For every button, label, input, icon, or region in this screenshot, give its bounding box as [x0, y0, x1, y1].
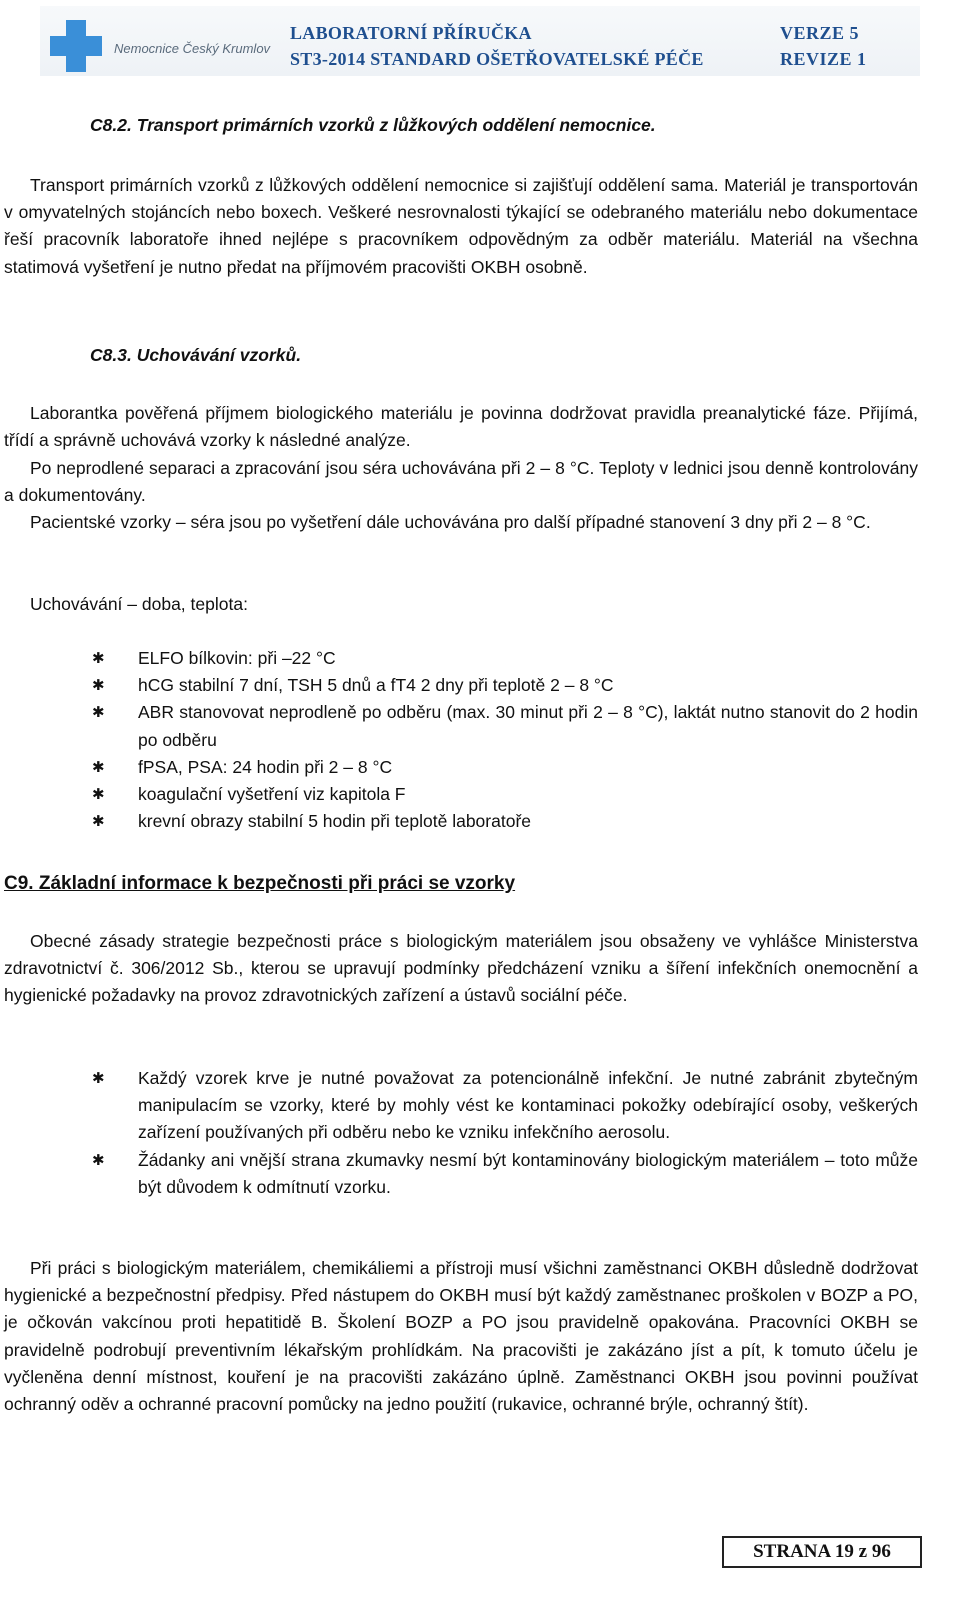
header-title	[290, 20, 704, 72]
list-item	[4, 645, 918, 672]
asterisk-bullet-icon: ✱	[92, 1151, 105, 1169]
storage-list	[4, 645, 918, 835]
asterisk-bullet-icon: ✱	[92, 813, 105, 831]
heading-c8-2: C8.2. Transport primárních vzorků z lůžkových oddělení nemocnice.	[90, 115, 656, 135]
asterisk-bullet-icon: ✱	[92, 786, 105, 804]
asterisk-bullet-icon: ✱	[92, 677, 105, 695]
page-header	[40, 6, 920, 76]
storage-label: Uchovávání – doba, teplota:	[30, 594, 248, 614]
list-item-text: koagulační vyšetření viz kapitola F	[138, 784, 406, 805]
hospital-cross-logo-icon	[46, 16, 106, 76]
paragraph-staff-safety: Při práci s biologickým materiálem, chemikáliemi a přístroji musí všichni zaměstnanci OKBH důsledně dodržovat hygienické a bezpečnostní předpisy. Před nástupem do OKBH musí být každý zaměstnanec proškolen v BOZP a PO, je očkován vakcínou proti hepatitidě B. Školení BOZP a PO jsou pravidelně opakována. Pracovníci OKBH se pravidelně podrobují preventivním lékařským prohlídkám. Na pracovišti je zakázáno jíst a pít, k tomuto účelu je vyčleněna denní místnost, kouření je na pracovišti zakázáno úplně. Zaměstnanci OKBH jsou povinni používat ochranný oděv a ochranné pracovní pomůcky na jedno použití (rukavice, ochranné brýle, ochranný štít).	[4, 1258, 918, 1415]
paragraph-transport: Transport primárních vzorků z lůžkových oddělení nemocnice si zajišťují oddělení sama. Materiál je transportován v omyvatelných stojáncích nebo boxech. Veškeré nesrovnalosti týkající se odebraného materiálu nebo dokumentace řeší pracovník laboratoře ihned nejlépe s pracovníkem odpovědným za odběr materiálu. Materiál na všechna statimová vyšetření je nutno předat na příjmovém pracovišti OKBH osobně.	[4, 175, 918, 277]
hospital-name: Nemocnice Český Krumlov	[114, 41, 271, 56]
paragraph-safety-rules: Obecné zásady strategie bezpečnosti práce s biologickým materiálem jsou obsaženy ve vyhlášce Ministerstva zdravotnictví č. 306/2012 Sb., kterou se upravují podmínky předcházení vzniku a šíření infekčních onemocnění a hygienické požadavky na provoz zdravotnických zařízení a ústavů sociální péče.	[4, 931, 918, 1006]
list-item	[4, 672, 918, 699]
header-version	[780, 20, 867, 72]
list-item-text: ELFO bílkovin: při –22 °C	[138, 648, 336, 668]
list-item-text: hCG stabilní 7 dní, TSH 5 dnů a fT4 2 dny při teplotě 2 – 8 °C	[138, 675, 614, 696]
list-item-text: Žádanky ani vnější strana zkumavky nesmí být kontaminovány biologickým materiálem – toto může být důvodem k odmítnutí vzorku.	[138, 1149, 918, 1197]
heading-c9: C9. Základní informace k bezpečnosti při práci se vzorky	[4, 873, 516, 894]
asterisk-bullet-icon: ✱	[92, 758, 105, 776]
paragraph-reception: Laborantka pověřená příjmem biologického materiálu je povinna dodržovat pravidla preanalytické fáze. Přijímá, třídí a správně uchovává vzorky k následné analýze.	[4, 403, 918, 451]
list-item	[4, 1065, 918, 1147]
header-title-line2: ST3-2014 STANDARD OŠETŘOVATELSKÉ PÉČE	[290, 49, 704, 69]
list-item-text: fPSA, PSA: 24 hodin při 2 – 8 °C	[138, 756, 393, 777]
list-item	[4, 781, 918, 808]
header-title-line1: LABORATORNÍ PŘÍRUČKA	[290, 23, 532, 43]
list-item-text: Každý vzorek krve je nutné považovat za potencionálně infekční. Je nutné zabránit zbytečným manipulacím se vzorky, které by mohly vést ke kontaminaci pokožky odebírající osoby, veškerých zařízení používaných při odběru nebo ke vzniku infekčního aerosolu.	[138, 1068, 918, 1143]
version-label: VERZE 5	[780, 23, 860, 43]
paragraph-separation: Po neprodlené separaci a zpracování jsou séra uchovávána při 2 – 8 °C. Teploty v lednici jsou denně kontrolovány a dokumentovány.	[4, 458, 918, 506]
list-item-text: ABR stanovovat neprodleně po odběru (max. 30 minut při 2 – 8 °C), laktát nutno stanovit do 2 hodin po odběru	[138, 702, 918, 750]
asterisk-bullet-icon: ✱	[92, 704, 105, 722]
page-number: STRANA 19 z 96	[722, 1536, 922, 1568]
list-item	[4, 699, 918, 753]
list-item-text: krevní obrazy stabilní 5 hodin při teplotě laboratoře	[138, 811, 532, 832]
heading-c8-3: C8.3. Uchovávání vzorků.	[90, 345, 302, 365]
list-item	[4, 1147, 918, 1201]
asterisk-bullet-icon: ✱	[92, 650, 105, 667]
safety-list	[4, 1065, 918, 1201]
revision-label: REVIZE 1	[780, 49, 867, 69]
list-item	[4, 754, 918, 781]
list-item	[4, 808, 918, 835]
paragraph-patient-samples: Pacientské vzorky – séra jsou po vyšetření dále uchovávána pro další případné stanovení 3 dny při 2 – 8 °C.	[30, 512, 871, 532]
asterisk-bullet-icon: ✱	[92, 1070, 105, 1087]
